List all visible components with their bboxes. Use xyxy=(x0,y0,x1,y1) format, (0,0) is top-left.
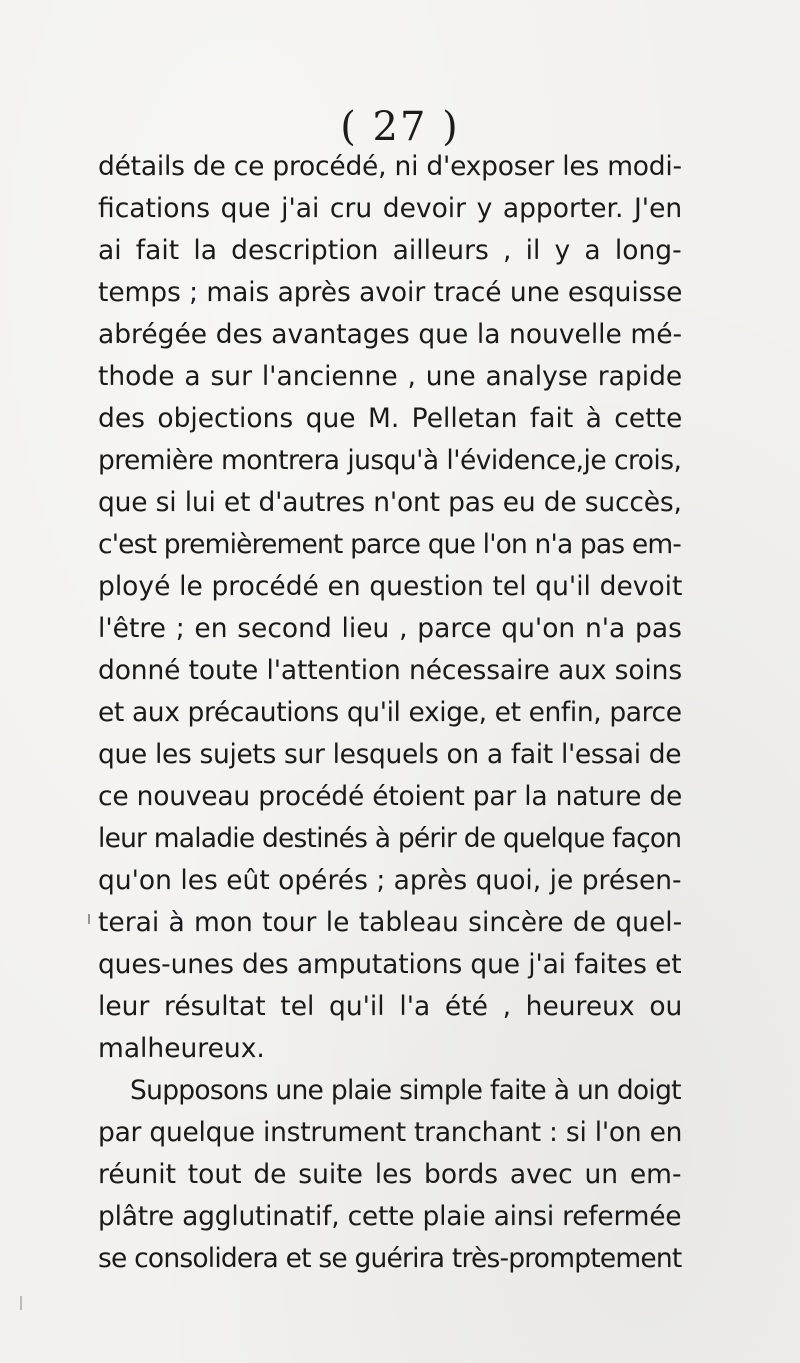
text-line: leur maladie destinés à périr de quelque façon xyxy=(98,826,682,853)
text-line: fications que j'ai cru devoir y apporter. J'en xyxy=(98,196,682,223)
text-line: ques-unes des amputations que j'ai faites et xyxy=(98,952,682,979)
margin-mark xyxy=(88,914,90,924)
text-line: et aux précautions qu'il exige, et enfin, parce xyxy=(98,700,682,727)
text-line: Supposons une plaie simple faite à un doigt xyxy=(130,1078,681,1105)
page-number: ( 27 ) xyxy=(340,104,460,150)
text-line: que les sujets sur lesquels on a fait l'essai de xyxy=(98,742,682,769)
text-line: ce nouveau procédé étoient par la nature de xyxy=(98,784,682,811)
text-line: leur résultat tel qu'il l'a été , heureux ou xyxy=(98,994,682,1021)
text-line: détails de ce procédé, ni d'exposer les modi- xyxy=(98,154,682,181)
text-line: plâtre agglutinatif, cette plaie ainsi refermée xyxy=(98,1204,682,1231)
text-line: des objections que M. Pelletan fait à cette xyxy=(98,406,682,433)
margin-mark xyxy=(20,1296,22,1310)
text-line: que si lui et d'autres n'ont pas eu de succès, xyxy=(98,490,682,517)
text-line: qu'on les eût opérés ; après quoi, je présen- xyxy=(98,868,682,895)
text-line: l'être ; en second lieu , parce qu'on n'a pas xyxy=(98,616,682,643)
text-line: ai fait la description ailleurs , il y a long- xyxy=(98,238,682,265)
text-line: thode a sur l'ancienne , une analyse rapide xyxy=(98,364,682,391)
text-line: ployé le procédé en question tel qu'il devoit xyxy=(98,574,682,601)
text-line: par quelque instrument tranchant : si l'on en xyxy=(98,1120,682,1147)
text-line: temps ; mais après avoir tracé une esquisse xyxy=(98,280,682,307)
text-line: première montrera jusqu'à l'évidence,je crois, xyxy=(98,448,682,475)
text-line: terai à mon tour le tableau sincère de quel- xyxy=(98,910,682,937)
text-line: réunit tout de suite les bords avec un em- xyxy=(98,1162,682,1189)
text-line: malheureux. xyxy=(98,1033,265,1064)
text-line: abrégée des avantages que la nouvelle mé- xyxy=(98,322,682,349)
text-line: donné toute l'attention nécessaire aux soins xyxy=(98,658,682,685)
text-line: se consolidera et se guérira très-promptement xyxy=(98,1246,682,1273)
text-line: c'est premièrement parce que l'on n'a pas em- xyxy=(98,532,682,559)
